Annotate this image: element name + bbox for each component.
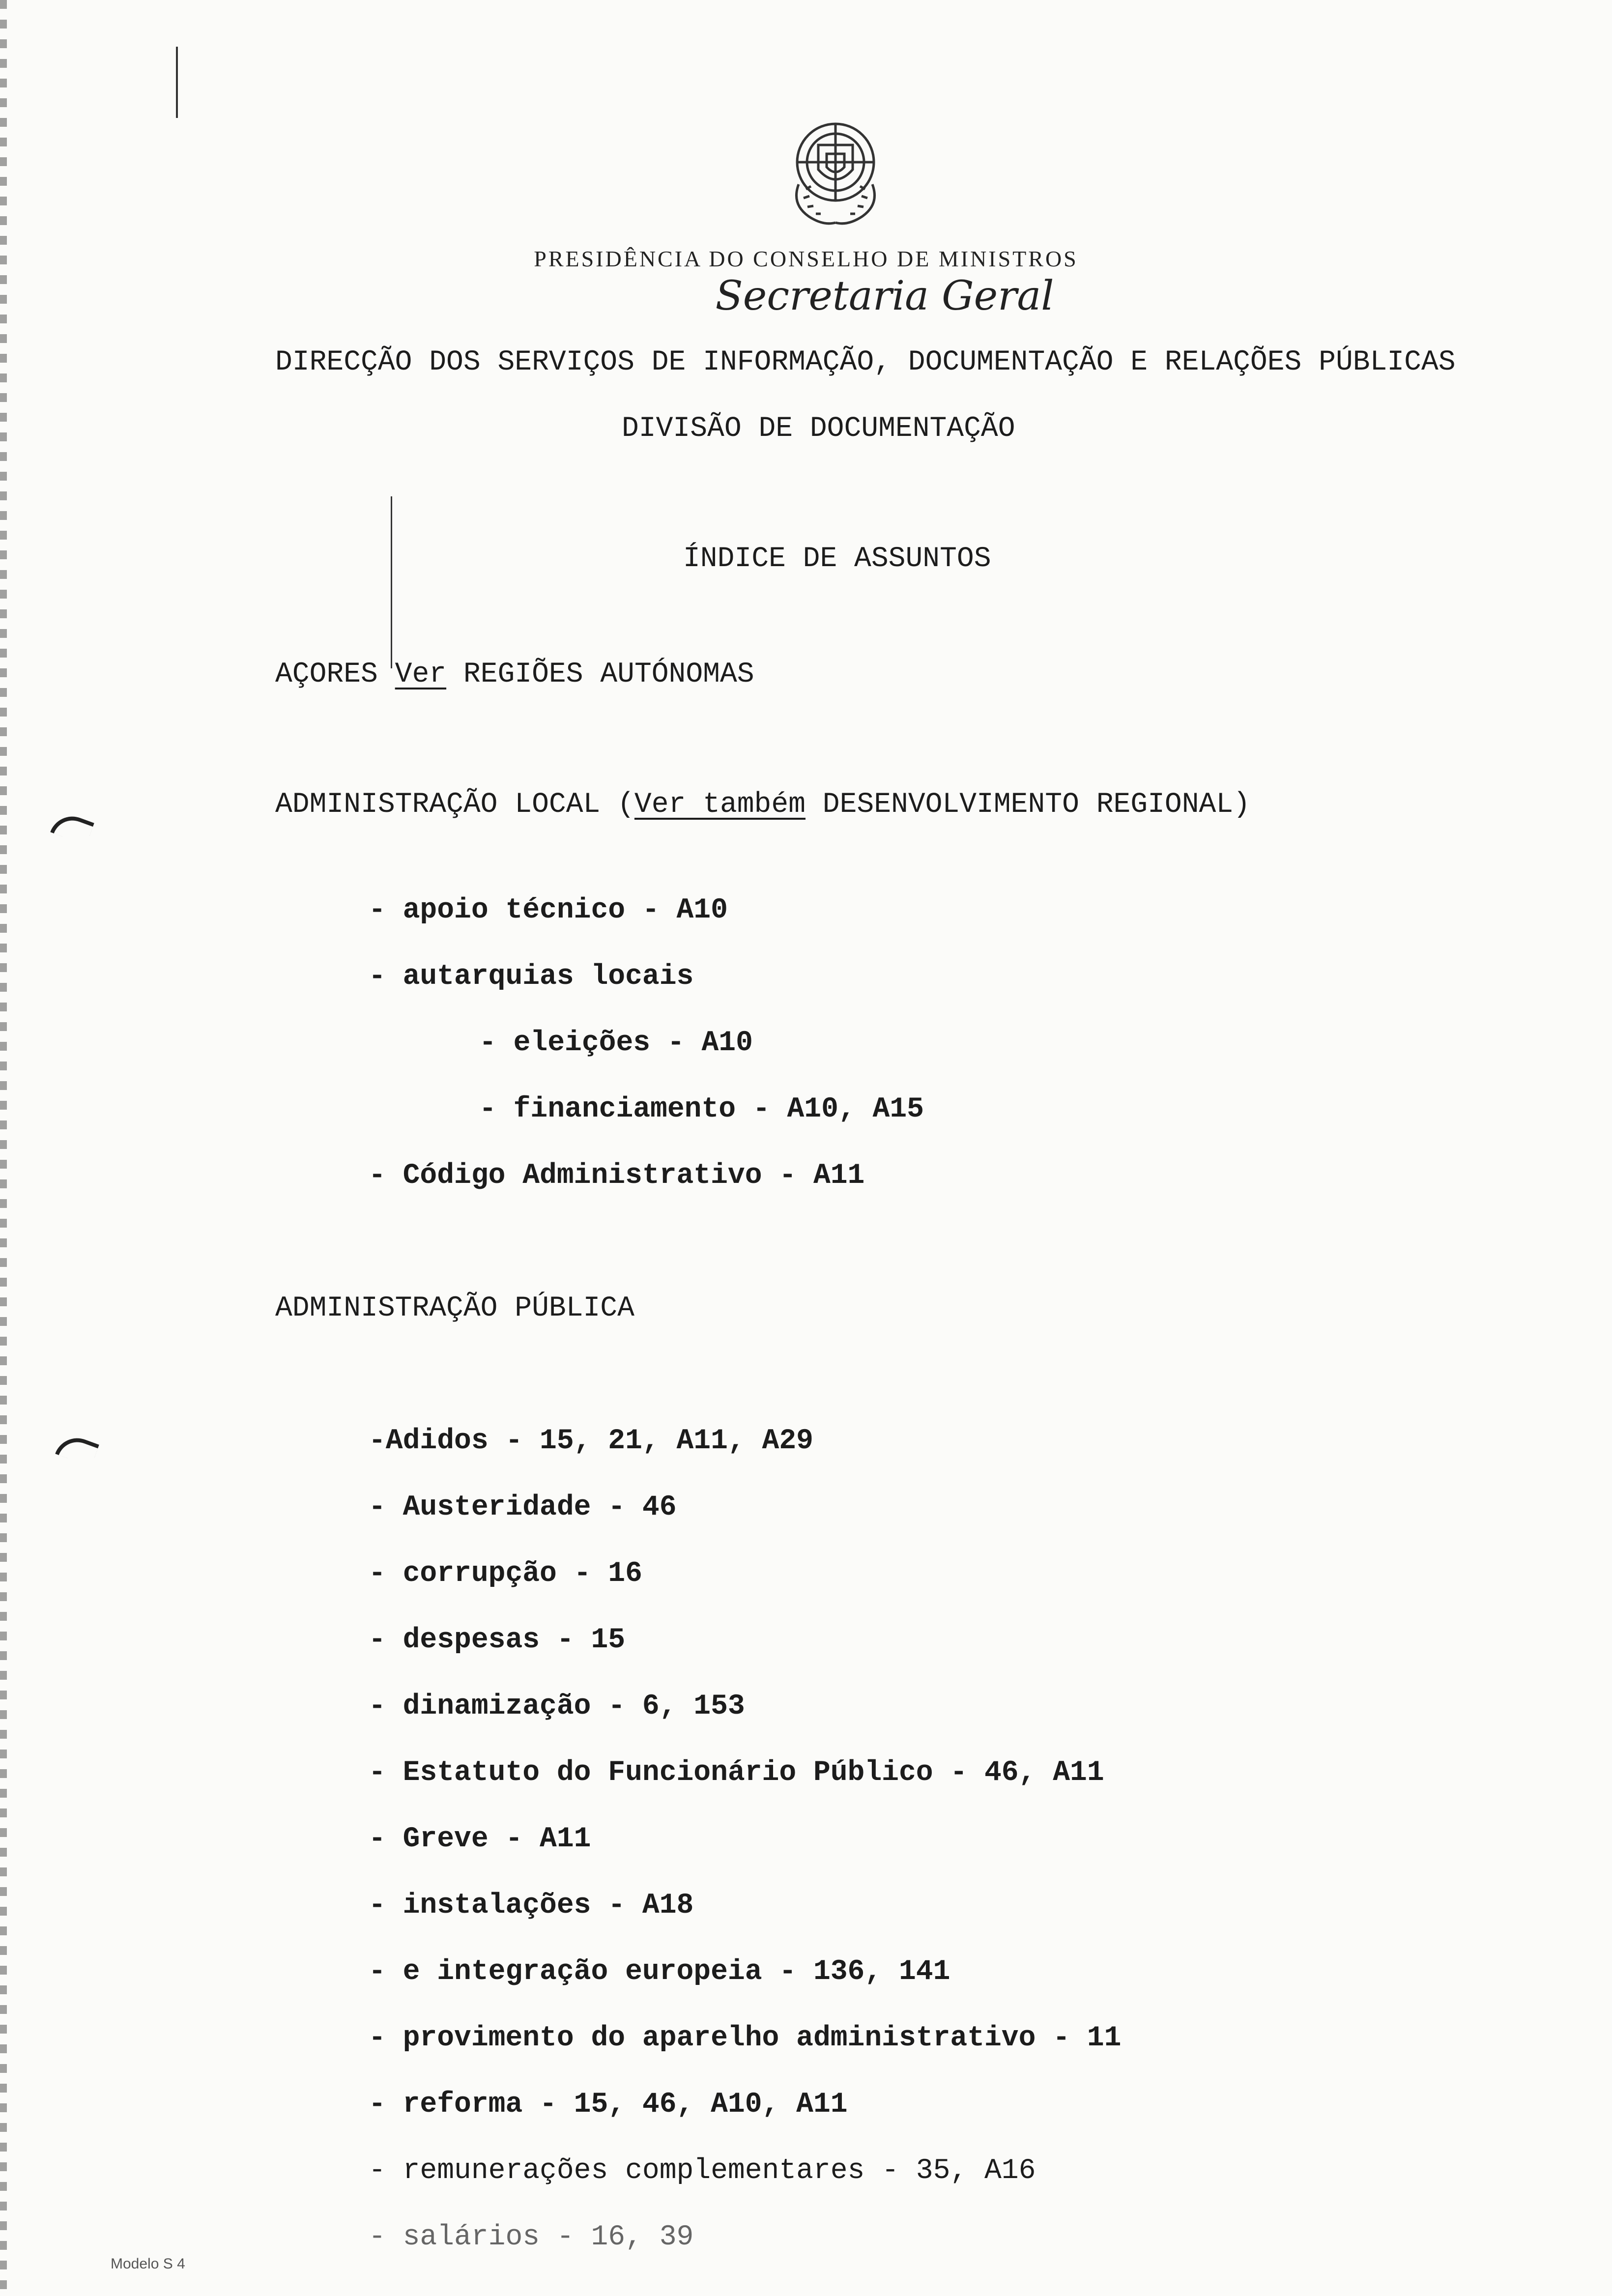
entry-target: REGIÕES AUTÓNOMAS: [463, 659, 754, 690]
subentry: - Estatuto do Funcionário Público - 46, A11: [369, 1757, 1104, 1789]
subentry-nested: - financiamento - A10, A15: [479, 1093, 924, 1125]
entry-cross-ref: Ver também: [634, 789, 806, 821]
entry-cross-ref: Ver: [395, 659, 447, 690]
direction-heading: DIRECÇÃO DOS SERVIÇOS DE INFORMAÇÃO, DOCUMENTAÇÃO E RELAÇÕES PÚBLICAS: [275, 346, 1456, 378]
subentry: - Greve - A11: [369, 1823, 591, 1855]
binding-hole-mark: [50, 810, 94, 845]
subentry: - Código Administrativo - A11: [369, 1160, 865, 1192]
punched-margin: [0, 0, 7, 2296]
organization-heading: PRESIDÊNCIA DO CONSELHO DE MINISTROS: [534, 246, 1078, 271]
subentry: - instalações - A18: [369, 1890, 694, 1922]
subentry: - despesas - 15: [369, 1624, 626, 1656]
subentry-nested: - eleições - A10: [479, 1027, 753, 1059]
margin-mark: [176, 47, 178, 118]
entry-term: ADMINISTRAÇÃO LOCAL (: [275, 789, 634, 821]
subentry: - apoio técnico - A10: [369, 894, 728, 926]
subentry: - e integração europeia - 136, 141: [369, 1956, 950, 1988]
subentry: - autarquias locais: [369, 961, 694, 993]
subentry: - dinamização - 6, 153: [369, 1691, 745, 1722]
entry-term: AÇORES: [275, 659, 378, 690]
form-model-label: Modelo S 4: [111, 2256, 185, 2272]
subentry: - reforma - 15, 46, A10, A11: [369, 2089, 848, 2121]
division-heading: DIVISÃO DE DOCUMENTAÇÃO: [622, 413, 1015, 445]
entry-target: DESENVOLVIMENTO REGIONAL): [822, 789, 1250, 821]
secretariat-signature: Secretaria Geral: [715, 273, 1054, 319]
index-title: ÍNDICE DE ASSUNTOS: [683, 543, 991, 575]
index-entry-acores: [275, 659, 754, 690]
subentry: -Adidos - 15, 21, A11, A29: [369, 1425, 813, 1457]
subentry: - salários - 16, 39: [369, 2221, 694, 2253]
binding-hole-mark: [55, 1432, 99, 1467]
margin-mark: [391, 496, 392, 668]
subentry: - corrupção - 16: [369, 1558, 642, 1590]
subentry: - Austeridade - 46: [369, 1492, 677, 1523]
index-entry-admin-local: [275, 789, 1250, 821]
subentry: - remunerações complementares - 35, A16: [369, 2155, 1036, 2187]
subentry: - provimento do aparelho administrativo - 11: [369, 2022, 1122, 2054]
coat-of-arms-seal: [779, 111, 892, 233]
index-entry-admin-publica: ADMINISTRAÇÃO PÚBLICA: [275, 1292, 634, 1324]
